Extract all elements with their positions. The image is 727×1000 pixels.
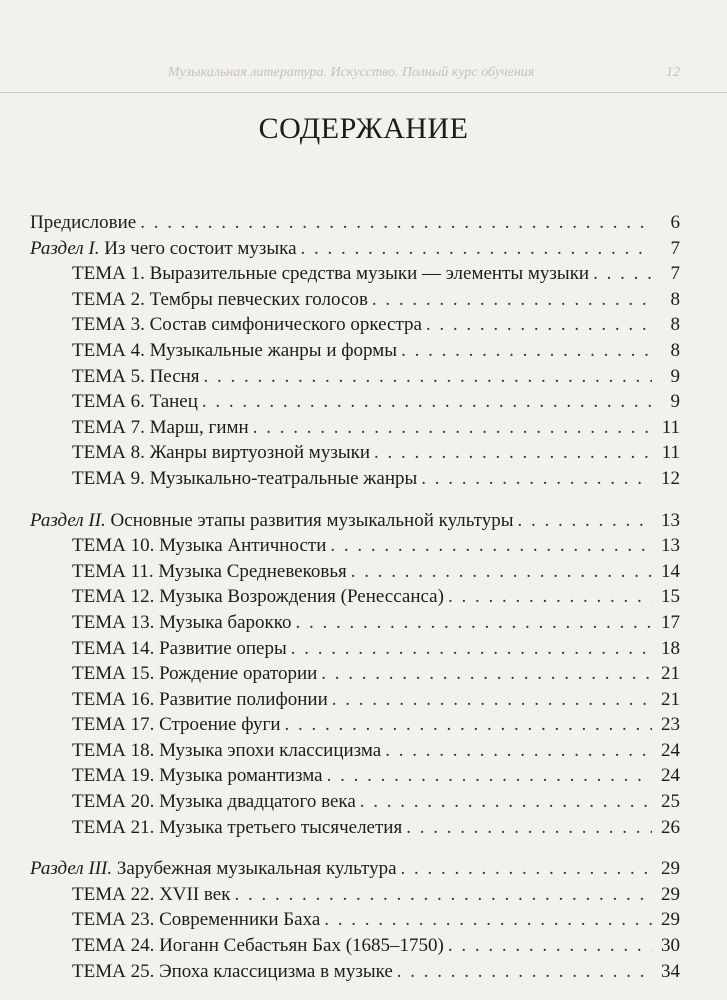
toc-entry-text: ТЕМА 1. Выразительные средства музыки — элементы музыки (72, 263, 590, 285)
toc-page-number: 29 (661, 909, 680, 931)
dot-leader (234, 882, 652, 908)
toc-page-number: 17 (661, 611, 680, 633)
dot-leader (291, 636, 652, 662)
dot-leader (401, 856, 652, 882)
toc-page-number: 23 (661, 714, 680, 736)
toc-entry (30, 533, 680, 559)
toc-entry-text: ТЕМА 7. Марш, гимн (72, 416, 249, 438)
toc-entry-label (72, 364, 200, 390)
toc-entry-text: ТЕМА 6. Танец (72, 391, 198, 413)
dot-leader (301, 236, 652, 262)
toc-entry-text: Зарубежная музыкальная культура (112, 858, 397, 880)
toc-page-number: 21 (661, 688, 680, 710)
toc-entry-label (72, 389, 198, 415)
toc-entry-label (72, 738, 381, 764)
toc-page-number: 15 (661, 586, 680, 608)
toc-entry-text: Предисловие (30, 212, 137, 233)
toc-entry-text: ТЕМА 18. Музыка эпохи классицизма (72, 739, 382, 761)
toc-entry-label (72, 610, 292, 636)
dot-leader (321, 661, 652, 687)
toc-entry (30, 559, 680, 585)
toc-entry-label (72, 287, 368, 313)
table-of-contents (30, 210, 680, 984)
toc-page-number: 9 (670, 391, 680, 413)
toc-entry (30, 610, 680, 636)
toc-entry-label (30, 236, 297, 262)
toc-entry (30, 815, 680, 841)
toc-entry (30, 933, 680, 959)
toc-entry-text: ТЕМА 2. Тембры певческих голосов (72, 288, 368, 310)
toc-page-number: 7 (670, 237, 680, 259)
dot-leader (360, 789, 652, 815)
toc-entry (30, 389, 680, 415)
toc-entry (30, 338, 680, 364)
toc-page-number: 29 (661, 858, 680, 880)
toc-entry (30, 508, 680, 534)
toc-entry (30, 882, 680, 908)
section-prefix: Раздел I. (30, 237, 100, 259)
running-head-page-number: 12 (666, 65, 680, 80)
toc-entry (30, 466, 680, 492)
dot-leader (202, 389, 652, 415)
toc-entry-text: ТЕМА 14. Развитие оперы (72, 637, 287, 659)
toc-page-number: 11 (661, 442, 680, 464)
toc-entry-text: ТЕМА 8. Жанры виртуозной музыки (72, 442, 370, 464)
toc-entry-text: ТЕМА 21. Музыка третьего тысячелетия (72, 816, 403, 838)
toc-entry (30, 712, 680, 738)
toc-page-number: 11 (661, 416, 680, 438)
toc-page-number: 6 (670, 212, 680, 233)
running-head (0, 58, 727, 93)
toc-entry-text: ТЕМА 5. Песня (72, 365, 200, 387)
toc-page-number: 13 (661, 535, 680, 557)
toc-entry-text: ТЕМА 22. XVII век (72, 883, 231, 905)
toc-entry (30, 959, 680, 985)
dot-leader (324, 907, 652, 933)
toc-entry-text: Из чего состоит музыка (99, 237, 297, 259)
toc-entry-label (72, 763, 323, 789)
toc-entry (30, 661, 680, 687)
dot-leader (374, 440, 652, 466)
dot-leader (327, 763, 652, 789)
dot-leader (593, 261, 652, 287)
toc-entry-label (72, 312, 422, 338)
toc-entry-label (72, 338, 397, 364)
dot-leader (372, 287, 652, 313)
toc-page-number: 21 (661, 663, 680, 685)
dot-leader (296, 610, 653, 636)
toc-entry-label (72, 440, 370, 466)
toc-entry-text: ТЕМА 24. Иоганн Себастьян Бах (1685–1750) (72, 935, 444, 957)
toc-page-number: 25 (661, 791, 680, 813)
toc-page-number: 29 (661, 883, 680, 905)
toc-entry (30, 415, 680, 441)
toc-entry-label (72, 636, 287, 662)
toc-entry-text: ТЕМА 4. Музыкальные жанры и формы (72, 339, 398, 361)
toc-page-number: 7 (670, 263, 680, 285)
dot-leader (421, 466, 652, 492)
toc-entry (30, 907, 680, 933)
dot-leader (385, 738, 652, 764)
toc-entry (30, 440, 680, 466)
toc-entry (30, 636, 680, 662)
toc-entry-label (72, 907, 320, 933)
dot-leader (140, 210, 652, 236)
toc-entry (30, 856, 680, 882)
toc-page-number: 18 (661, 637, 680, 659)
toc-entry-label (30, 210, 136, 236)
dot-leader (406, 815, 652, 841)
dot-leader (351, 559, 652, 585)
dot-leader (426, 312, 652, 338)
toc-entry-text: ТЕМА 11. Музыка Средневековья (72, 560, 347, 582)
dot-leader (448, 584, 652, 610)
toc-entry-label (72, 933, 444, 959)
toc-entry-label (72, 415, 249, 441)
section-prefix: Раздел II. (30, 509, 106, 531)
toc-entry-text: ТЕМА 17. Строение фуги (72, 714, 281, 736)
toc-page-number: 30 (661, 935, 680, 957)
running-head-title: Музыкальная литература. Искусство. Полный курс обучения (168, 65, 535, 80)
toc-entry-label (72, 584, 444, 610)
toc-entry-label (72, 261, 589, 287)
toc-entry-label (72, 815, 402, 841)
toc-entry-label (30, 508, 514, 534)
toc-entry (30, 210, 680, 236)
toc-entry-label (72, 712, 281, 738)
toc-entry (30, 261, 680, 287)
toc-entry-text: Основные этапы развития музыкальной культуры (105, 509, 514, 531)
toc-entry-label (72, 466, 417, 492)
dot-leader (330, 533, 652, 559)
dot-leader (518, 508, 653, 534)
toc-entry-label (30, 856, 397, 882)
toc-page-number: 12 (661, 467, 680, 489)
toc-entry (30, 236, 680, 262)
toc-entry (30, 584, 680, 610)
toc-entry-text: ТЕМА 19. Музыка романтизма (72, 765, 323, 787)
toc-entry-text: ТЕМА 15. Рождение оратории (72, 663, 318, 685)
toc-page-number: 8 (670, 339, 680, 361)
toc-page-number: 8 (670, 288, 680, 310)
toc-entry (30, 287, 680, 313)
toc-entry-text: ТЕМА 12. Музыка Возрождения (Ренессанса) (72, 586, 444, 608)
toc-entry-label (72, 789, 356, 815)
dot-leader (332, 687, 652, 713)
toc-entry-text: ТЕМА 13. Музыка барокко (72, 611, 292, 633)
toc-entry-text: ТЕМА 3. Состав симфонического оркестра (72, 314, 422, 336)
dot-leader (253, 415, 652, 441)
toc-page-number: 24 (661, 739, 680, 761)
toc-entry-label (72, 882, 230, 908)
dot-leader (285, 712, 652, 738)
toc-page-number: 24 (661, 765, 680, 787)
toc-page-number: 13 (661, 509, 680, 531)
toc-entry-label (72, 533, 326, 559)
toc-entry-text: ТЕМА 10. Музыка Античности (72, 535, 327, 557)
toc-entry (30, 312, 680, 338)
page-title: СОДЕРЖАНИЕ (258, 112, 469, 145)
dot-leader (204, 364, 652, 390)
toc-entry-text: ТЕМА 16. Развитие полифонии (72, 688, 328, 710)
toc-entry-label (72, 661, 317, 687)
toc-page-number: 8 (670, 314, 680, 336)
dot-leader (401, 338, 652, 364)
toc-page-number: 34 (661, 960, 680, 982)
dot-leader (397, 959, 652, 985)
toc-page-number: 26 (661, 816, 680, 838)
toc-page-number: 9 (670, 365, 680, 387)
toc-entry-text: ТЕМА 20. Музыка двадцатого века (72, 791, 356, 813)
dot-leader (448, 933, 652, 959)
toc-entry-label (72, 959, 393, 985)
toc-entry (30, 738, 680, 764)
toc-entry (30, 364, 680, 390)
toc-entry-text: ТЕМА 23. Современники Баха (72, 909, 321, 931)
toc-entry (30, 763, 680, 789)
toc-entry (30, 687, 680, 713)
toc-entry-text: ТЕМА 25. Эпоха классицизма в музыке (72, 960, 393, 982)
toc-entry-label (72, 559, 347, 585)
toc-entry (30, 789, 680, 815)
toc-entry-label (72, 687, 328, 713)
toc-entry-text: ТЕМА 9. Музыкально-театральные жанры (72, 467, 418, 489)
toc-page-number: 14 (661, 560, 680, 582)
section-prefix: Раздел III. (30, 858, 113, 880)
